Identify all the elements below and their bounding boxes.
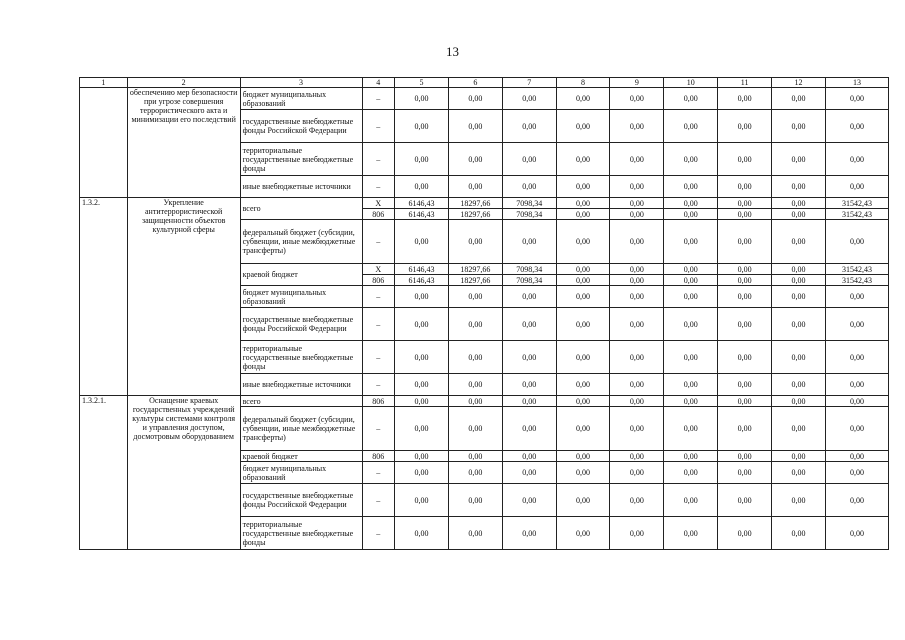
value-cell: 0,00 (664, 341, 718, 374)
value-cell: 0,00 (448, 462, 502, 484)
source-label: территориальные государственные внебюджетные фонды (240, 341, 362, 374)
value-cell: 0,00 (664, 484, 718, 517)
value-cell: 0,00 (502, 143, 556, 176)
value-cell: 0,00 (664, 198, 718, 209)
value-cell: 0,00 (664, 374, 718, 396)
value-cell: 0,00 (610, 88, 664, 110)
value-cell: 0,00 (825, 88, 888, 110)
value-cell: 0,00 (825, 451, 888, 462)
code-cell: – (362, 286, 395, 308)
value-cell: 0,00 (502, 308, 556, 341)
value-cell: 0,00 (556, 517, 610, 550)
value-cell: 0,00 (448, 451, 502, 462)
value-cell: 31542,43 (825, 275, 888, 286)
column-header: 4 (362, 78, 395, 88)
value-cell: 0,00 (502, 451, 556, 462)
source-label: краевой бюджет (240, 451, 362, 462)
value-cell: 0,00 (610, 176, 664, 198)
value-cell: 0,00 (502, 396, 556, 407)
value-cell: 0,00 (718, 484, 772, 517)
value-cell: 0,00 (772, 374, 826, 396)
value-cell: 0,00 (610, 308, 664, 341)
value-cell: 7098,34 (502, 198, 556, 209)
value-cell: 0,00 (610, 341, 664, 374)
value-cell: 0,00 (718, 176, 772, 198)
value-cell: 0,00 (395, 143, 449, 176)
value-cell: 0,00 (556, 209, 610, 220)
source-label: всего (240, 198, 362, 220)
value-cell: 0,00 (664, 143, 718, 176)
value-cell: 0,00 (718, 264, 772, 275)
value-cell: 0,00 (610, 517, 664, 550)
value-cell: 0,00 (502, 220, 556, 264)
value-cell: 0,00 (825, 341, 888, 374)
column-header: 1 (80, 78, 128, 88)
value-cell: 0,00 (448, 374, 502, 396)
value-cell: 18297,66 (448, 275, 502, 286)
value-cell: 0,00 (772, 462, 826, 484)
value-cell: 6146,43 (395, 198, 449, 209)
value-cell: 0,00 (556, 264, 610, 275)
value-cell: 0,00 (502, 484, 556, 517)
value-cell: 0,00 (664, 451, 718, 462)
value-cell: 0,00 (664, 220, 718, 264)
value-cell: 0,00 (448, 396, 502, 407)
value-cell: 0,00 (556, 176, 610, 198)
value-cell: 6146,43 (395, 209, 449, 220)
value-cell: 0,00 (718, 341, 772, 374)
value-cell: 0,00 (448, 143, 502, 176)
value-cell: 0,00 (772, 396, 826, 407)
code-cell: 806 (362, 451, 395, 462)
column-header: 7 (502, 78, 556, 88)
value-cell: 0,00 (395, 462, 449, 484)
value-cell: 0,00 (448, 484, 502, 517)
column-header: 10 (664, 78, 718, 88)
value-cell: 0,00 (556, 286, 610, 308)
source-label: территориальные государственные внебюджетные фонды (240, 517, 362, 550)
value-cell: 0,00 (395, 286, 449, 308)
value-cell: 0,00 (556, 341, 610, 374)
value-cell: 0,00 (556, 308, 610, 341)
value-cell: 0,00 (556, 396, 610, 407)
value-cell: 0,00 (395, 374, 449, 396)
source-label: государственные внебюджетные фонды Российской Федерации (240, 308, 362, 341)
source-label: территориальные государственные внебюджетные фонды (240, 143, 362, 176)
value-cell: 0,00 (772, 308, 826, 341)
value-cell: 0,00 (718, 308, 772, 341)
value-cell: 0,00 (556, 198, 610, 209)
code-cell: Х (362, 264, 395, 275)
code-cell: 806 (362, 396, 395, 407)
value-cell: 0,00 (718, 110, 772, 143)
code-cell: Х (362, 198, 395, 209)
source-label: бюджет муниципальных образований (240, 88, 362, 110)
value-cell: 18297,66 (448, 198, 502, 209)
code-cell: – (362, 374, 395, 396)
value-cell: 0,00 (610, 407, 664, 451)
column-header: 5 (395, 78, 449, 88)
value-cell: 0,00 (664, 264, 718, 275)
measure-name: обеспечению мер безопасности при угрозе совершения террористического акта и минимизации его последствий (127, 88, 240, 198)
value-cell: 0,00 (718, 407, 772, 451)
value-cell: 0,00 (610, 209, 664, 220)
code-cell: – (362, 341, 395, 374)
value-cell: 18297,66 (448, 209, 502, 220)
source-label: бюджет муниципальных образований (240, 462, 362, 484)
value-cell: 0,00 (772, 275, 826, 286)
value-cell: 0,00 (448, 407, 502, 451)
value-cell: 0,00 (610, 462, 664, 484)
column-header: 11 (718, 78, 772, 88)
value-cell: 7098,34 (502, 275, 556, 286)
value-cell: 0,00 (825, 517, 888, 550)
value-cell: 0,00 (825, 220, 888, 264)
value-cell: 0,00 (825, 176, 888, 198)
value-cell: 0,00 (772, 176, 826, 198)
value-cell: 0,00 (772, 341, 826, 374)
value-cell: 0,00 (395, 176, 449, 198)
value-cell: 0,00 (556, 220, 610, 264)
source-label: государственные внебюджетные фонды Российской Федерации (240, 110, 362, 143)
value-cell: 0,00 (664, 110, 718, 143)
source-label: государственные внебюджетные фонды Российской Федерации (240, 484, 362, 517)
code-cell: – (362, 308, 395, 341)
value-cell: 0,00 (610, 110, 664, 143)
column-header: 9 (610, 78, 664, 88)
value-cell: 0,00 (718, 209, 772, 220)
value-cell: 0,00 (825, 374, 888, 396)
value-cell: 0,00 (395, 484, 449, 517)
value-cell: 18297,66 (448, 264, 502, 275)
code-cell: – (362, 88, 395, 110)
value-cell: 0,00 (448, 517, 502, 550)
value-cell: 0,00 (502, 341, 556, 374)
value-cell: 0,00 (664, 275, 718, 286)
value-cell: 0,00 (556, 275, 610, 286)
column-header: 6 (448, 78, 502, 88)
value-cell: 0,00 (772, 407, 826, 451)
value-cell: 0,00 (772, 88, 826, 110)
code-cell: – (362, 407, 395, 451)
value-cell: 0,00 (395, 517, 449, 550)
value-cell: 0,00 (448, 176, 502, 198)
value-cell: 0,00 (395, 308, 449, 341)
value-cell: 6146,43 (395, 275, 449, 286)
row-id: 1.3.2. (80, 198, 128, 396)
value-cell: 0,00 (395, 110, 449, 143)
value-cell: 0,00 (395, 396, 449, 407)
value-cell: 0,00 (664, 407, 718, 451)
value-cell: 0,00 (718, 88, 772, 110)
value-cell: 0,00 (448, 88, 502, 110)
value-cell: 0,00 (610, 451, 664, 462)
value-cell: 0,00 (556, 88, 610, 110)
value-cell: 0,00 (502, 462, 556, 484)
value-cell: 0,00 (395, 407, 449, 451)
value-cell: 0,00 (664, 209, 718, 220)
value-cell: 0,00 (718, 143, 772, 176)
value-cell: 0,00 (556, 407, 610, 451)
value-cell: 0,00 (718, 462, 772, 484)
code-cell: – (362, 517, 395, 550)
value-cell: 0,00 (556, 462, 610, 484)
value-cell: 0,00 (556, 143, 610, 176)
value-cell: 0,00 (556, 484, 610, 517)
code-cell: – (362, 484, 395, 517)
value-cell: 0,00 (825, 143, 888, 176)
value-cell: 0,00 (664, 517, 718, 550)
value-cell: 0,00 (502, 407, 556, 451)
source-label: федеральный бюджет (субсидии, субвенции, иные межбюджетные трансферты) (240, 407, 362, 451)
value-cell: 0,00 (556, 451, 610, 462)
value-cell: 0,00 (825, 286, 888, 308)
value-cell: 0,00 (664, 308, 718, 341)
code-cell: 806 (362, 275, 395, 286)
value-cell: 0,00 (502, 286, 556, 308)
value-cell: 0,00 (448, 220, 502, 264)
value-cell: 0,00 (825, 396, 888, 407)
value-cell: 31542,43 (825, 198, 888, 209)
page-number: 13 (446, 44, 459, 59)
value-cell: 0,00 (395, 88, 449, 110)
column-header: 3 (240, 78, 362, 88)
column-header: 8 (556, 78, 610, 88)
value-cell: 0,00 (610, 374, 664, 396)
value-cell: 0,00 (825, 407, 888, 451)
measure-name: Укрепление антитеррористической защищенности объектов культурной сферы (127, 198, 240, 396)
value-cell: 0,00 (718, 220, 772, 264)
value-cell: 0,00 (664, 396, 718, 407)
value-cell: 31542,43 (825, 209, 888, 220)
column-header: 13 (825, 78, 888, 88)
source-label: иные внебюджетные источники (240, 374, 362, 396)
value-cell: 7098,34 (502, 264, 556, 275)
value-cell: 0,00 (395, 451, 449, 462)
value-cell: 0,00 (664, 462, 718, 484)
source-label: краевой бюджет (240, 264, 362, 286)
value-cell: 0,00 (448, 286, 502, 308)
source-label: бюджет муниципальных образований (240, 286, 362, 308)
value-cell: 0,00 (772, 451, 826, 462)
value-cell: 0,00 (610, 198, 664, 209)
value-cell: 0,00 (395, 341, 449, 374)
column-header: 12 (772, 78, 826, 88)
value-cell: 0,00 (825, 110, 888, 143)
source-label: иные внебюджетные источники (240, 176, 362, 198)
value-cell: 0,00 (502, 88, 556, 110)
value-cell: 0,00 (718, 396, 772, 407)
value-cell: 0,00 (610, 143, 664, 176)
code-cell: – (362, 110, 395, 143)
value-cell: 0,00 (772, 198, 826, 209)
value-cell: 0,00 (772, 286, 826, 308)
table-row (80, 396, 889, 407)
row-id-cell (80, 88, 128, 198)
value-cell: 0,00 (610, 484, 664, 517)
value-cell: 7098,34 (502, 209, 556, 220)
value-cell: 0,00 (772, 517, 826, 550)
value-cell: 0,00 (610, 220, 664, 264)
value-cell: 0,00 (718, 374, 772, 396)
code-cell: 806 (362, 209, 395, 220)
column-header: 2 (127, 78, 240, 88)
value-cell: 0,00 (772, 209, 826, 220)
code-cell: – (362, 462, 395, 484)
value-cell: 0,00 (448, 308, 502, 341)
value-cell: 0,00 (502, 176, 556, 198)
value-cell: 0,00 (772, 484, 826, 517)
value-cell: 0,00 (556, 110, 610, 143)
value-cell: 0,00 (718, 275, 772, 286)
value-cell: 0,00 (718, 198, 772, 209)
value-cell: 0,00 (664, 176, 718, 198)
value-cell: 0,00 (448, 110, 502, 143)
value-cell: 0,00 (502, 110, 556, 143)
header-row (80, 78, 889, 88)
measure-name: Оснащение краевых государственных учреждений культуры системами контроля и управления доступом, досмотровым оборудованием (127, 396, 240, 550)
value-cell: 0,00 (772, 264, 826, 275)
value-cell: 0,00 (772, 143, 826, 176)
value-cell: 0,00 (718, 517, 772, 550)
value-cell: 0,00 (610, 286, 664, 308)
source-label: всего (240, 396, 362, 407)
budget-table (79, 77, 889, 550)
value-cell: 0,00 (610, 264, 664, 275)
value-cell: 0,00 (502, 374, 556, 396)
table-row (80, 88, 889, 110)
code-cell: – (362, 143, 395, 176)
code-cell: – (362, 176, 395, 198)
value-cell: 0,00 (718, 451, 772, 462)
value-cell: 0,00 (772, 220, 826, 264)
code-cell: – (362, 220, 395, 264)
value-cell: 31542,43 (825, 264, 888, 275)
value-cell: 0,00 (772, 110, 826, 143)
value-cell: 6146,43 (395, 264, 449, 275)
row-id: 1.3.2.1. (80, 396, 128, 550)
source-label: федеральный бюджет (субсидии, субвенции, иные межбюджетные трансферты) (240, 220, 362, 264)
value-cell: 0,00 (395, 220, 449, 264)
value-cell: 0,00 (502, 517, 556, 550)
value-cell: 0,00 (448, 341, 502, 374)
value-cell: 0,00 (825, 462, 888, 484)
value-cell: 0,00 (718, 286, 772, 308)
value-cell: 0,00 (825, 308, 888, 341)
value-cell: 0,00 (825, 484, 888, 517)
table-row (80, 198, 889, 209)
value-cell: 0,00 (664, 286, 718, 308)
value-cell: 0,00 (610, 275, 664, 286)
value-cell: 0,00 (556, 374, 610, 396)
value-cell: 0,00 (610, 396, 664, 407)
value-cell: 0,00 (664, 88, 718, 110)
